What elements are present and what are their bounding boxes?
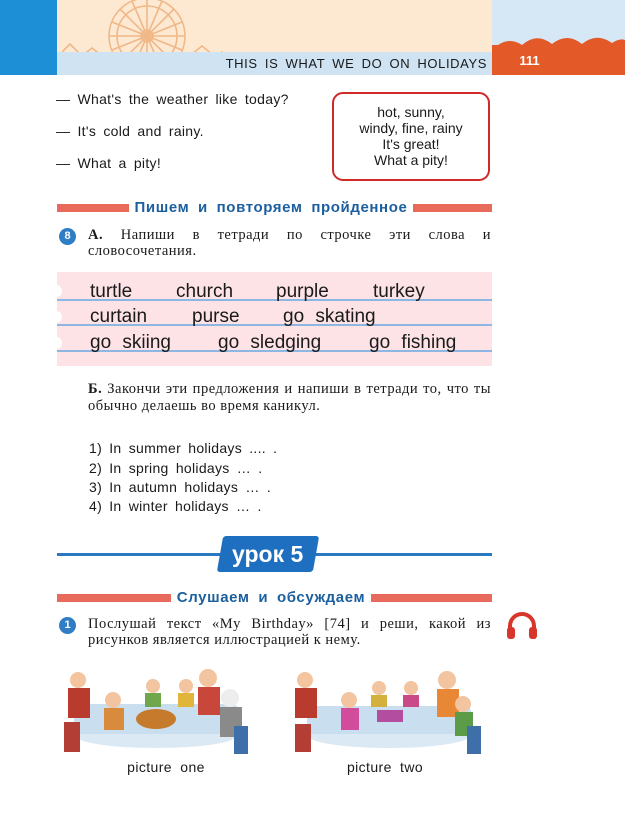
word-go-sledging: go sledging	[218, 332, 322, 353]
phrase-line: windy, fine, rainy	[359, 120, 463, 136]
notebook-hole	[52, 285, 62, 297]
section-listen-title: Слушаем и обсуждаем	[171, 589, 371, 606]
word-go-skating: go skating	[283, 306, 376, 327]
part-a-text: Напиши в тетради по строчке эти слова и словосочетания.	[88, 227, 491, 259]
part-a-label: А.	[88, 227, 104, 243]
section-listen-header	[96, 588, 446, 608]
word-turtle: turtle	[90, 281, 133, 302]
sentence-item: 3) In autumn holidays … .	[89, 479, 272, 495]
phrase-line: What a pity!	[374, 152, 448, 168]
lesson-badge	[217, 536, 319, 572]
picture-one-illustration	[58, 664, 254, 757]
phrase-box	[332, 92, 490, 181]
sentence-item: 2) In spring holidays … .	[89, 460, 263, 476]
picture-two-caption: picture two	[346, 759, 424, 775]
section-write-title: Пишем и повторяем пройденное	[129, 199, 414, 216]
exercise-number-badge: 8	[59, 228, 76, 245]
part-b-label: Б.	[88, 381, 103, 397]
exercise-number-badge: 1	[59, 617, 76, 634]
word-go-fishing: go fishing	[369, 332, 457, 353]
dialog-line-3: — What a pity!	[56, 155, 162, 171]
phrase-line: hot, sunny,	[377, 104, 445, 120]
exercise8-part-a	[88, 227, 491, 259]
picture-two-illustration	[291, 664, 487, 757]
exercise8-part-b	[88, 381, 491, 415]
dialog-line-2: — It's cold and rainy.	[56, 123, 204, 139]
phrase-line: It's great!	[382, 136, 440, 152]
sentence-item: 1) In summer holidays .... .	[89, 440, 278, 456]
sentence-item: 4) In winter holidays … .	[89, 498, 262, 514]
lesson-title: урок 5	[232, 541, 304, 567]
dialog-line-1: — What's the weather like today?	[56, 91, 289, 107]
exercise1-text: Послушай текст «My Birthday» [74] и реши, какой из рисунков является иллюстрацией к нему.	[88, 616, 491, 648]
notebook-hole	[52, 311, 62, 323]
picture-one-caption: picture one	[127, 759, 205, 775]
headphones-icon	[505, 611, 539, 641]
header-blue-corner	[0, 0, 57, 75]
word-purse: purse	[192, 306, 240, 327]
word-go-skiing: go skiing	[90, 332, 171, 353]
section-write-header	[96, 198, 446, 218]
word-church: church	[176, 281, 234, 302]
word-purple: purple	[276, 281, 329, 302]
word-turkey: turkey	[373, 281, 425, 302]
word-curtain: curtain	[90, 306, 148, 327]
notebook-hole	[52, 337, 62, 349]
page-number: 111	[519, 53, 540, 68]
part-b-text: Закончи эти предложения и напиши в тетради то, что ты обычно делаешь во время каникул.	[88, 381, 491, 414]
running-header-title: THIS IS WHAT WE DO ON HOLIDAYS	[225, 56, 487, 71]
